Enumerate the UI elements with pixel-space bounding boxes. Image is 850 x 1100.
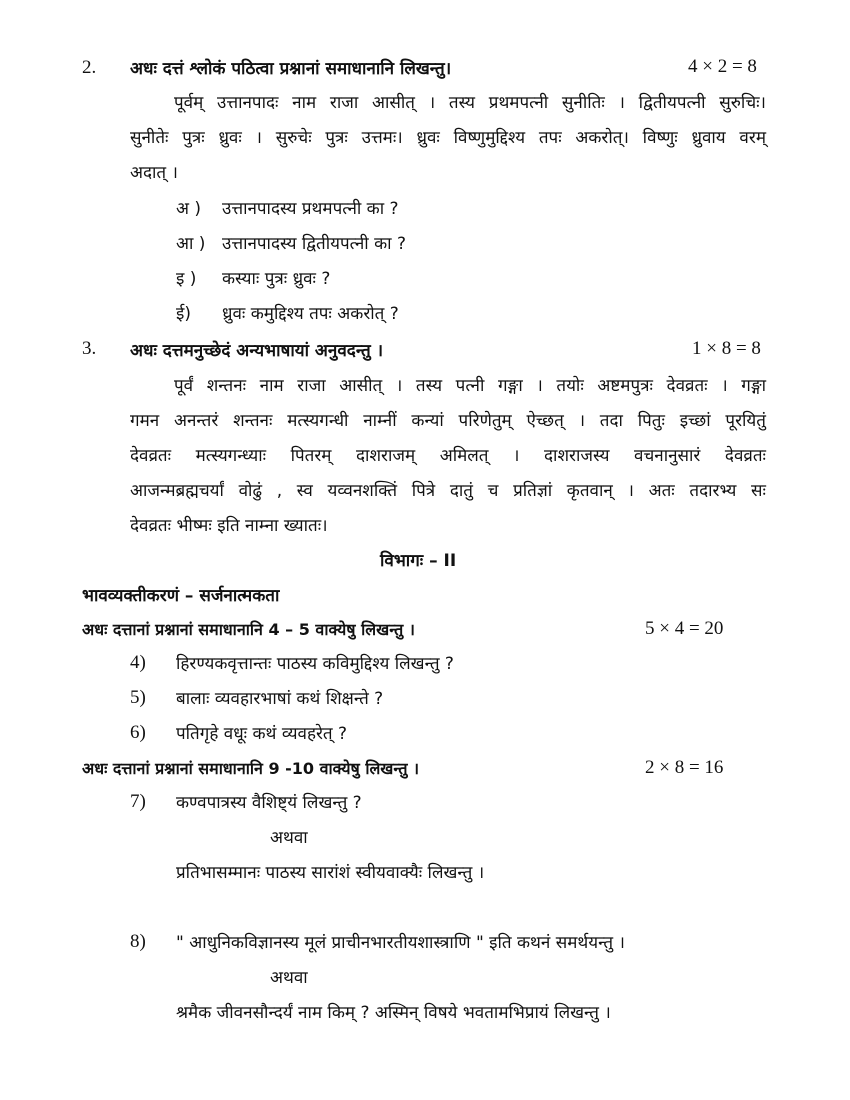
q8-text: " आधुनिकविज्ञानस्य मूलं प्राचीनभारतीयशास्त्राणि " इति कथनं समर्थयन्तु । xyxy=(176,933,625,953)
section-subheading: भावव्यक्तीकरणं – सर्जनात्मकता xyxy=(82,586,280,606)
q3-passage-line: देवव्रतः मत्स्यगन्ध्याः पितरम् दाशराजम् अमिलत् । दाशराजस्य वचनानुसारं देवव्रतः xyxy=(130,446,766,466)
q8-number: 8) xyxy=(130,931,146,952)
q2-passage-line: पूर्वम् उत्तानपादः नाम राजा आसीत् । तस्य प्रथमपत्नी सुनीतिः । द्वितीयपत्नी सुरुचिः। xyxy=(174,93,766,113)
q2-item-text: कस्याः पुत्रः ध्रुवः ? xyxy=(222,269,331,289)
q2-item-label: इ ) xyxy=(176,269,197,289)
q7-or: अथवा xyxy=(270,828,308,848)
group1-marks: 5 × 4 = 20 xyxy=(645,618,724,639)
q7-number: 7) xyxy=(130,791,146,812)
question-text: बालाः व्यवहारभाषां कथं शिक्षन्ते ? xyxy=(176,689,384,709)
group2-instruction: अधः दत्तानां प्रश्नानां समाधानानि 9 -10 वाक्येषु लिखन्तु । xyxy=(82,759,420,778)
q2-passage-line: अदात् । xyxy=(130,163,178,183)
q2-marks: 4 × 2 = 8 xyxy=(688,56,757,77)
q7-alternative: प्रतिभासम्मानः पाठस्य सारांशं स्वीयवाक्यैः लिखन्तु । xyxy=(176,863,485,883)
group1-instruction: अधः दत्तानां प्रश्नानां समाधानानि 4 – 5 वाक्येषु लिखन्तु । xyxy=(82,620,415,639)
question-text: पतिगृहे वधूः कथं व्यवहरेत् ? xyxy=(176,724,348,744)
q3-number: 3. xyxy=(82,338,97,359)
q2-number: 2. xyxy=(82,57,97,78)
question-number: 4) xyxy=(130,652,146,673)
q2-instruction: अधः दत्तं श्लोकं पठित्वा प्रश्नानां समाधानानि लिखन्तु। xyxy=(130,59,452,79)
q2-passage-line: सुनीतेः पुत्रः ध्रुवः । सुरुचेः पुत्रः उत्तमः। ध्रुवः विष्णुमुद्दिश्य तपः अकरोत्। विष्णुः ध्रुवाय वरम् xyxy=(130,128,766,148)
q3-passage-line: आजन्मब्रह्मचर्यां वोढुं , स्व यव्वनशक्तिं पित्रे दातुं च प्रतिज्ञां कृतवान् । अतः तदारभ्य सः xyxy=(130,481,766,501)
q2-item-label: अ ) xyxy=(176,199,202,219)
question-number: 6) xyxy=(130,722,146,743)
q3-passage-line: देवव्रतः भीष्मः इति नाम्ना ख्यातः। xyxy=(130,516,328,536)
q2-item-label: ई) xyxy=(176,304,191,324)
question-text: हिरण्यकवृत्तान्तः पाठस्य कविमुद्दिश्य लिखन्तु ? xyxy=(176,654,454,674)
question-number: 5) xyxy=(130,687,146,708)
q8-or: अथवा xyxy=(270,968,308,988)
q2-item-label: आ ) xyxy=(176,234,206,254)
q3-marks: 1 × 8 = 8 xyxy=(692,338,761,359)
q3-passage-line: गमन अनन्तरं शन्तनः मत्स्यगन्धी नाम्नीं कन्यां परिणेतुम् ऐच्छत् । तदा पितुः इच्छां पूरयितुं xyxy=(130,411,766,431)
q2-item-text: ध्रुवः कमुद्दिश्य तपः अकरोत् ? xyxy=(222,304,399,324)
q8-alternative: श्रमैक जीवनसौन्दर्यं नाम किम् ? अस्मिन् विषये भवतामभिप्रायं लिखन्तु । xyxy=(176,1003,611,1023)
q2-item-text: उत्तानपादस्य द्वितीयपत्नी का ? xyxy=(222,234,406,254)
q2-item-text: उत्तानपादस्य प्रथमपत्नी का ? xyxy=(222,199,399,219)
group2-marks: 2 × 8 = 16 xyxy=(645,757,724,778)
q3-instruction: अधः दत्तमनुच्छेदं अन्यभाषायां अनुवदन्तु । xyxy=(130,341,384,361)
q3-passage-line: पूर्वं शन्तनः नाम राजा आसीत् । तस्य पत्नी गङ्गा । तयोः अष्टमपुत्रः देवव्रतः । गङ्गा xyxy=(174,376,766,396)
section-heading: विभागः – II xyxy=(380,551,457,571)
q7-text: कण्वपात्रस्य वैशिष्ट्यं लिखन्तु ? xyxy=(176,793,362,813)
